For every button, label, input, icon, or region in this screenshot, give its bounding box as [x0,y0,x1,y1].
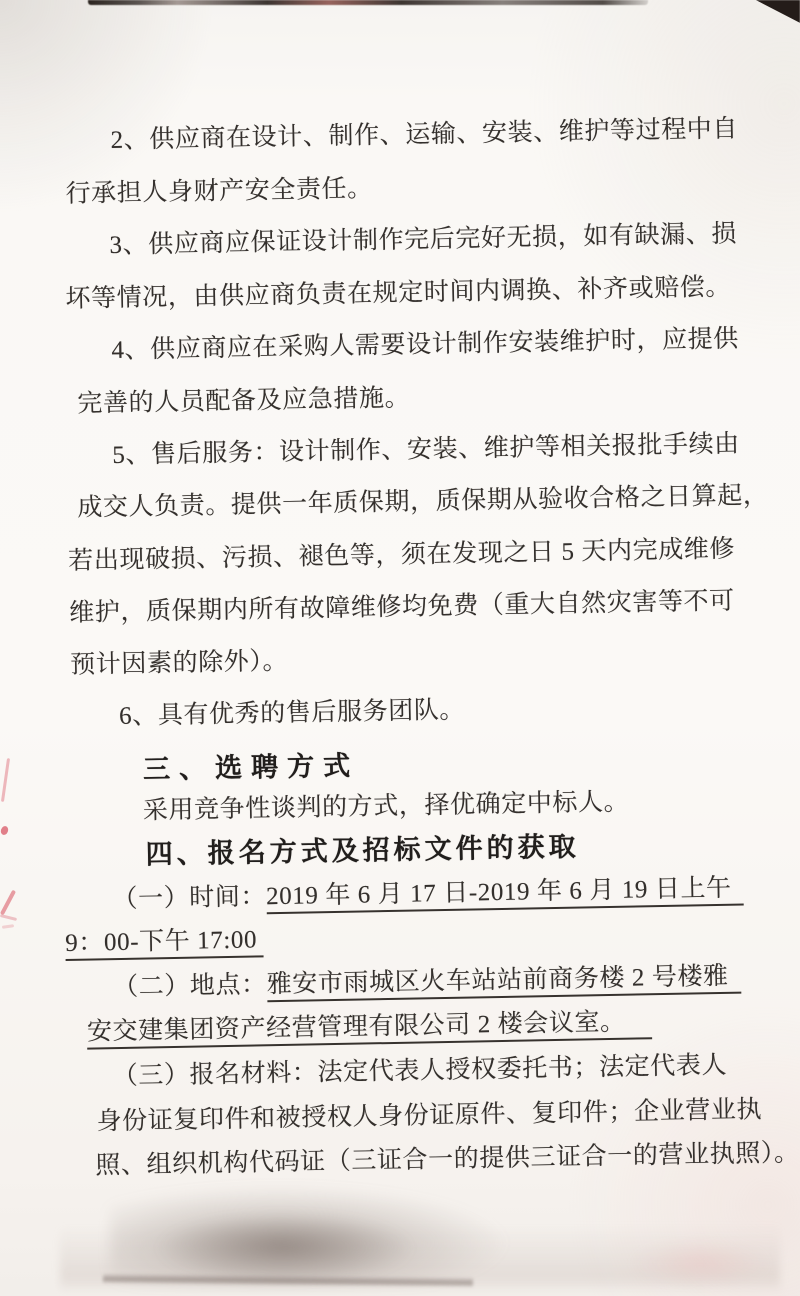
clause-5-line-2: 成交人负责。提供一年质保期，质保期从验收合格之日算起， [77,482,769,522]
clause-2-line-2: 行承担人身财产安全责任。 [65,175,373,208]
red-ink-mark [0,890,16,916]
time-field-label: （一）时间： [112,883,267,914]
section-4-heading: 四、报名方式及招标文件的获取 [145,831,580,870]
clause-2-line-1: 2、供应商在设计、制作、运输、安装、维护等过程中自 [110,115,739,154]
time-field-value-underlined: 9：00-下午 17:00 [65,926,263,961]
red-ink-mark [0,825,9,836]
clause-4-line-2: 完善的人员配备及应急措施。 [77,384,411,418]
clause-3-line-2: 坏等情况，由供应商负责在规定时间内调换、补齐或赔偿。 [65,273,732,313]
red-ink-mark [1,758,10,802]
section-3-heading: 三、选聘方式 [142,750,360,785]
clause-5-line-3: 若出现破损、污损、褪色等，须在发现之日 5 天内完成维修 [68,535,736,575]
registration-time-line-2 [65,923,263,961]
red-ink-mark [0,914,17,921]
clause-4-line-1: 4、供应商应在采购人需要设计制作安装维护时，应提供 [111,325,740,365]
red-ink-mark [2,924,14,929]
registration-time-line-1 [112,872,744,918]
clause-5-line-5: 预计因素的除外）。 [69,647,289,679]
time-field-value-underlined: 2019 年 6 月 17 日-2019 年 6 月 19 日上午 [266,875,744,915]
clause-5-line-4: 维护，质保期内所有故障维修均免费（重大自然灾害等不可 [69,587,735,627]
registration-place-line-2 [87,1005,652,1049]
clause-6-line: 6、具有优秀的售后服务团队。 [118,696,466,730]
registration-materials-line-2: 身份证复印件和被授权人身份证原件、复印件；企业营业执 [96,1096,763,1136]
place-field-label: （二）地点： [112,971,267,1002]
place-field-value-underlined: 雅安市雨城区火车站站前商务楼 2 号楼雅 [266,963,741,1003]
registration-place-line-1 [113,960,741,1005]
clause-3-line-1: 3、供应商应保证设计制作完后完好无损，如有缺漏、损 [109,220,738,260]
registration-materials-line-1: （三）报名材料：法定代表人授权委托书；法定代表人 [112,1051,728,1091]
registration-materials-line-3: 照、组织机构代码证（三证合一的提供三证合一的营业执照）。 [95,1139,800,1180]
place-field-value-underlined: 安交建集团资产经营管理有限公司 2 楼会议室。 [87,1008,652,1049]
section-3-body-line: 采用竞争性谈判的方式，择优确定中标人。 [142,788,630,825]
clause-5-line-1: 5、售后服务：设计制作、安装、维护等相关报批手续由 [112,430,741,470]
